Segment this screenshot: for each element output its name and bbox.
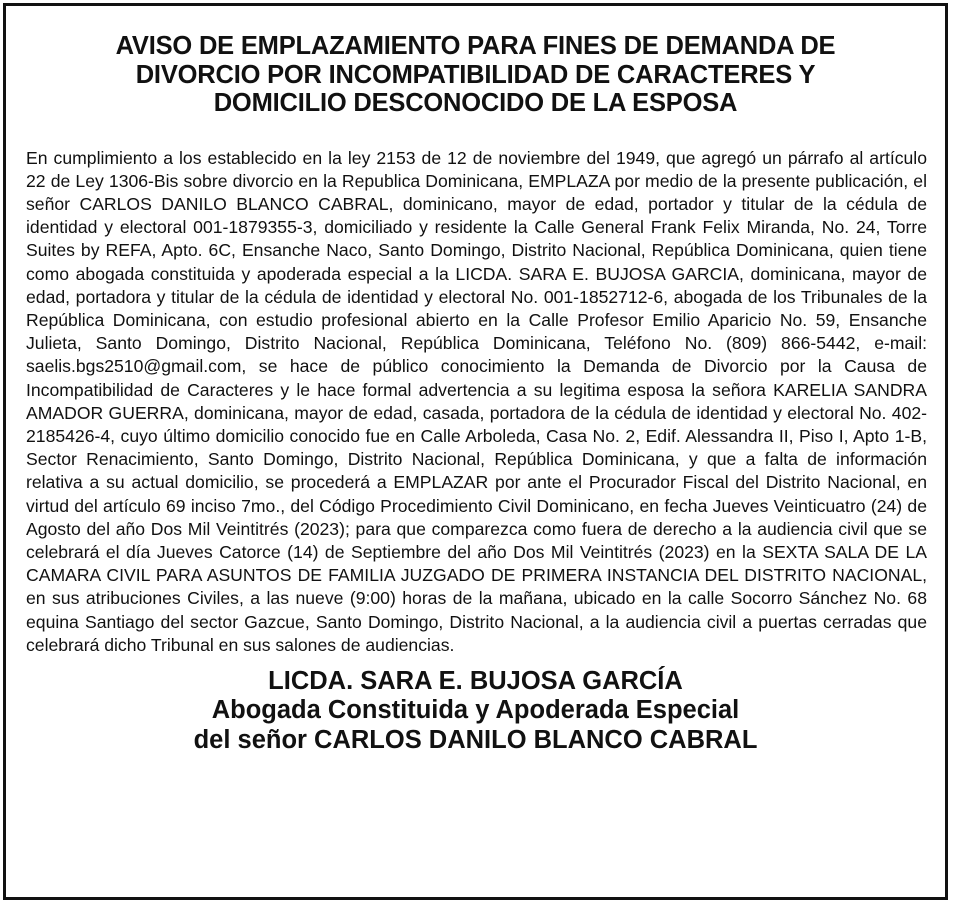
- title-line-3: DOMICILIO DESCONOCIDO DE LA ESPOSA: [213, 89, 738, 117]
- signature-role: Abogada Constituida y Apoderada Especial: [211, 696, 740, 725]
- title-line-1: AVISO DE EMPLAZAMIENTO PARA FINES DE DEMANDA DE: [115, 32, 836, 60]
- signature-name: LICDA. SARA E. BUJOSA GARCÍA: [268, 666, 683, 695]
- legal-notice: [3, 3, 948, 900]
- notice-title: [26, 32, 925, 118]
- signature-client: del señor CARLOS DANILO BLANCO CABRAL: [193, 725, 758, 754]
- signature-block: [6, 667, 945, 756]
- notice-body: En cumplimiento a los establecido en la ley 2153 de 12 de noviembre del 1949, que agregó un párrafo al artículo 22 de Ley 1306-Bis sobre divorcio en la Republica Dominicana, EMPLAZA por medio de la presente publicación, el señor CARLOS DANILO BLANCO CABRAL, dominicano, mayor de edad, portador y titular de la cédula de identidad y electoral 001-1879355-3, domiciliado y residente la Calle General Frank Felix Miranda, No. 24, Torre Suites by REFA, Apto. 6C, Ensanche Naco, Santo Domingo, Distrito Nacional, República Dominicana, quien tiene como abogada constituida y apoderada especial a la LICDA. SARA E. BUJOSA GARCIA, dominicana, mayor de edad, portadora y titular de la cédula de identidad y electoral No. 001-1852712-6, abogada de los Tribunales de la República Dominicana, con estudio profesional abierto en la Calle Profesor Emilio Aparicio No. 59, Ensanche Julieta, Santo Domingo, Distrito Nacional, República Dominicana, Teléfono No. (809) 866-5442, e-mail: saelis.bgs2510@gmail.com, se hace de público conocimiento la Demanda de Divorcio por la Causa de Incompatibilidad de Caracteres y le hace formal advertencia a su legitima esposa la señora KARELIA SANDRA AMADOR GUERRA, dominicana, mayor de edad, casada, portadora de la cédula de identidad y electoral No. 402-2185426-4, cuyo último domicilio conocido fue en Calle Arboleda, Casa No. 2, Edif. Alessandra II, Piso I, Apto 1-B, Sector Renacimiento, Santo Domingo, Distrito Nacional, República Dominicana, y que a falta de información relativa a su actual domicilio, se procederá a EMPLAZAR por ante el Procurador Fiscal del Distrito Nacional, en virtud del artículo 69 inciso 7mo., del Código Procedimiento Civil Dominicano, en fecha Jueves Veinticuatro (24) de Agosto del año Dos Mil Veintitrés (2023); para que comparezca como fuera de derecho a la audiencia civil que se celebrará el día Jueves Catorce (14) de Septiembre del año Dos Mil Veintitrés (2023) en la SEXTA SALA DE LA CAMARA CIVIL PARA ASUNTOS DE FAMILIA JUZGADO DE PRIMERA INSTANCIA DEL DISTRITO NACIONAL, en sus atribuciones Civiles, a las nueve (9:00) horas de la mañana, ubicado en la calle Socorro Sánchez No. 68 equina Santiago del sector Gazcue, Santo Domingo, Distrito Nacional, a la audiencia civil a puertas cerradas que celebrará dicho Tribunal en sus salones de audiencias.: [26, 147, 927, 655]
- title-line-2: DIVORCIO POR INCOMPATIBILIDAD DE CARACTERES Y: [135, 60, 816, 89]
